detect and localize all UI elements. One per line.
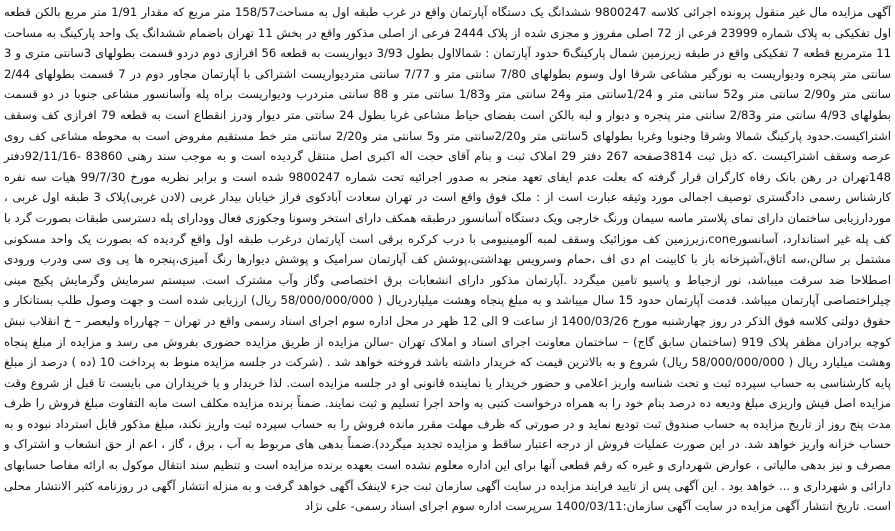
auction-notice-text: آگهی مزایده مال غیر منقول پرونده اجرائی کلاسه 9800247 ششدانگ یک دستگاه آپارتمان واقع در غرب طبقه اول به مساحت158/57 متر مربع که مقدار 1/91 متر مربع بالکن قطعه اول تفکیکی به پلاک شماره 23999 فرعی از 72 اصلی مفروز و مجزی شده از پلاک 2444 فرعی از اصلی مذکور واقع در بخش 11 تهران باضمام ششدانگ یک واحد پارکینگ به مساحت 11 مترمربع قطعه 7 تفکیکی واقع در طبقه زیرزمین شمال پارکینگ6 حدود آپارتمان : شمالااول بطول 3/93 دیواریست به قطعه 56 افرازی دوم دردو قسمت بطولهای 3سانتی متری و 3 سانتی متر پنجره ودیواریست به نورگیر مشاعی شرقا اول وسوم بطولهای 7/80 سانتی متر و 7/77 سانتی متردیواریست اشتراکی با آپارتمان مجاور دوم در 7 قسمت بطولهای 2/44 سانتی متر و2/90 سانتی متر و52 سانتی متر و 1/24سانتی متر و24 سانتی متر و1/83 سانتی متر و 88 سانتی متردرب ودیواریست براه پله وآسانسور مشاعی جنوبا در دو قسمت بطولهای 4/93 سانتی متر و2/83 سانتی متر پنجره و دیوار و لبه بالکن است بفضای حیاط مشاعی غربا بطول 24 سانتی متر دیوار ودرز انقطاع است به قطعه 79 افرازی کف وسقف اشتراکیست.حدود پارکینگ شمالا وشرقا وجنوبا وغربا بطولهای 5سانتی متر و2/20سانتی متر و5 سانتی متر و2/20 سانتی متر خط مستقیم مفروض است به محوطه مشاعی کف روی عرصه وسقف اشتراکیست .که ذیل ثبت 3814صفحه 267 دفتر 29 املاک ثبت و بنام آقای حجت اله اکبری اصل منتقل گردیده است و به موجب سند رهنی 83860 -92/11/16دفتر 148تهران در رهن بانک رفاه کارگران قرار گرفته که بعلت عدم ایفای تعهد منجر به صدور اجرائیه تحت شماره 9800247 شده است و برابر نظریه مورخ 99/7/30 هیات سه نفره کارشناس رسمی دادگستری توصیف اجمالی مورد وثیقه عبارت است از : ملک فوق واقع است در تهران سعادت آبادکوی فراز خیابان بیدار غربی (لادن غربی)پلاک 3 طبقه اول غربی ، موردارزیابی ساختمان دارای نمای پلاستر ماسه سیمان ورنگ خارجی ویک دستگاه آسانسور درطبقه همکف دارای استخر وسونا وجکوزی فعال وودارای پله دسترسی طبقات بصورت گرد با کف پله غیر استاندارد، آسانسورcone،زیرزمین کف موزائیک وسقف لمبه آلومینیومی با درب کرکره برقی است آپارتمان درغرب طبقه اول واقع گردیده که بصورت یک واحد مسکونی مشتمل بر سالن،سه اتاق،آشپزخانه باز با کابینت ام دی اف ،حمام وسرویس بهداشتی،پوشش کف آپارتمان سرامیک و پوشش دیوارها رنگ آمیزی،پنجره ها پی وی سی ودرب ورودی اصطلاحا ضد سرقت میباشد، نور ازجیاط و پاسیو تامین میگردد .آپارتمان مذکور دارای انشعابات برق اختصاصی وگاز وآب مشترک است. سیستم سرمایش وگرمایش پکیج مینی چیلراختصاصی آپارتمان میباشد. قدمت آپارتمان حدود 15 سال میباشد و به مبلغ پنجاه وهشت میلیاردریال ( 58/000/000/000 ریال) ارزیابی شده است و جهت وصول طلب بستانکار و حقوق دولتی کلاسه فوق الذکر در روز چهارشنبه مورخ 1400/03/26 از ساعت 9 الی 12 ظهر در محل اداره سوم اجرای اسناد رسمی واقع در تهران – چهارراه ولیعصر – خ انقلاب نبش کوچه برادران مظفر پلاک 919 (ساختمان سابق گاج) – ساختمان معاونت اجرای اسناد و املاک تهران -سالن مزایده از طریق مزایده حضوری بفروش می رسد و مزایده از مبلغ پنجاه وهشت میلیارد ریال ( 58/000/000/000 ریال) شروع و به بالاترین قیمت که خریدار داشته باشد فروخته خواهد شد . (شرکت در جلسه مزایده منوط به پرداخت 10 (ده ) درصد از مبلغ پایه کارشناسی به حساب سپرده ثبت و تحت شناسه واریز اعلامی و حضور خریدار یا نماینده قانونی او در جلسه مزایده است. لذا خریدار و یا خریداران می بایست تا قبل از شروع وقت مزایده اصل فیش واریزی مبلغ ودیعه ده درصد بنام خود را به همراه درخواست کتبی به واحد اجرا تسلیم و ثبت نمایند. ضمناً برنده مزایده مکلف است مابه التفاوت مبلغ فروش را ظرف مدت پنج روز از تاریخ مزایده به حساب صندوق ثبت تودیع نماید و در صورتی که ظرف مهلت مقرر مانده فروش را به حساب سپرده ثبت واریز نکند، مبلغ مذکور قابل استرداد نبوده و به حساب خزانه واریز خواهد شد. در این صورت عملیات فروش از درجه اعتبار ساقط و مزایده تجدید میگردد).ضمناً بدهی های مربوط به آب ، برق ، گاز ، اعم از حق انشعاب و اشتراک و مصرف و نیز بدهی مالیاتی ، عوارض شهرداری و غیره که رقم قطعی آنها برای این اداره معلوم نشده است بعهده برنده مزایده است و تنظیم سند انتقال موکول به ارائه مفاصا حسابهای دارائی و شهرداری و ... خواهد بود . این آگهی پس از تایید فرایند مزایده در سایت آگهی سازمان ثبت جزء لاینفک آگهی خواهد گرفت و به منزله انتشار آگهی در روزنامه کثیر الانتشار محلی است. تاریخ انتشار آگهی مزایده در سایت آگهی سازمان:1400/03/11 سرپرست اداره سوم اجرای اسناد رسمی- علی نژاد [4, 5, 892, 514]
